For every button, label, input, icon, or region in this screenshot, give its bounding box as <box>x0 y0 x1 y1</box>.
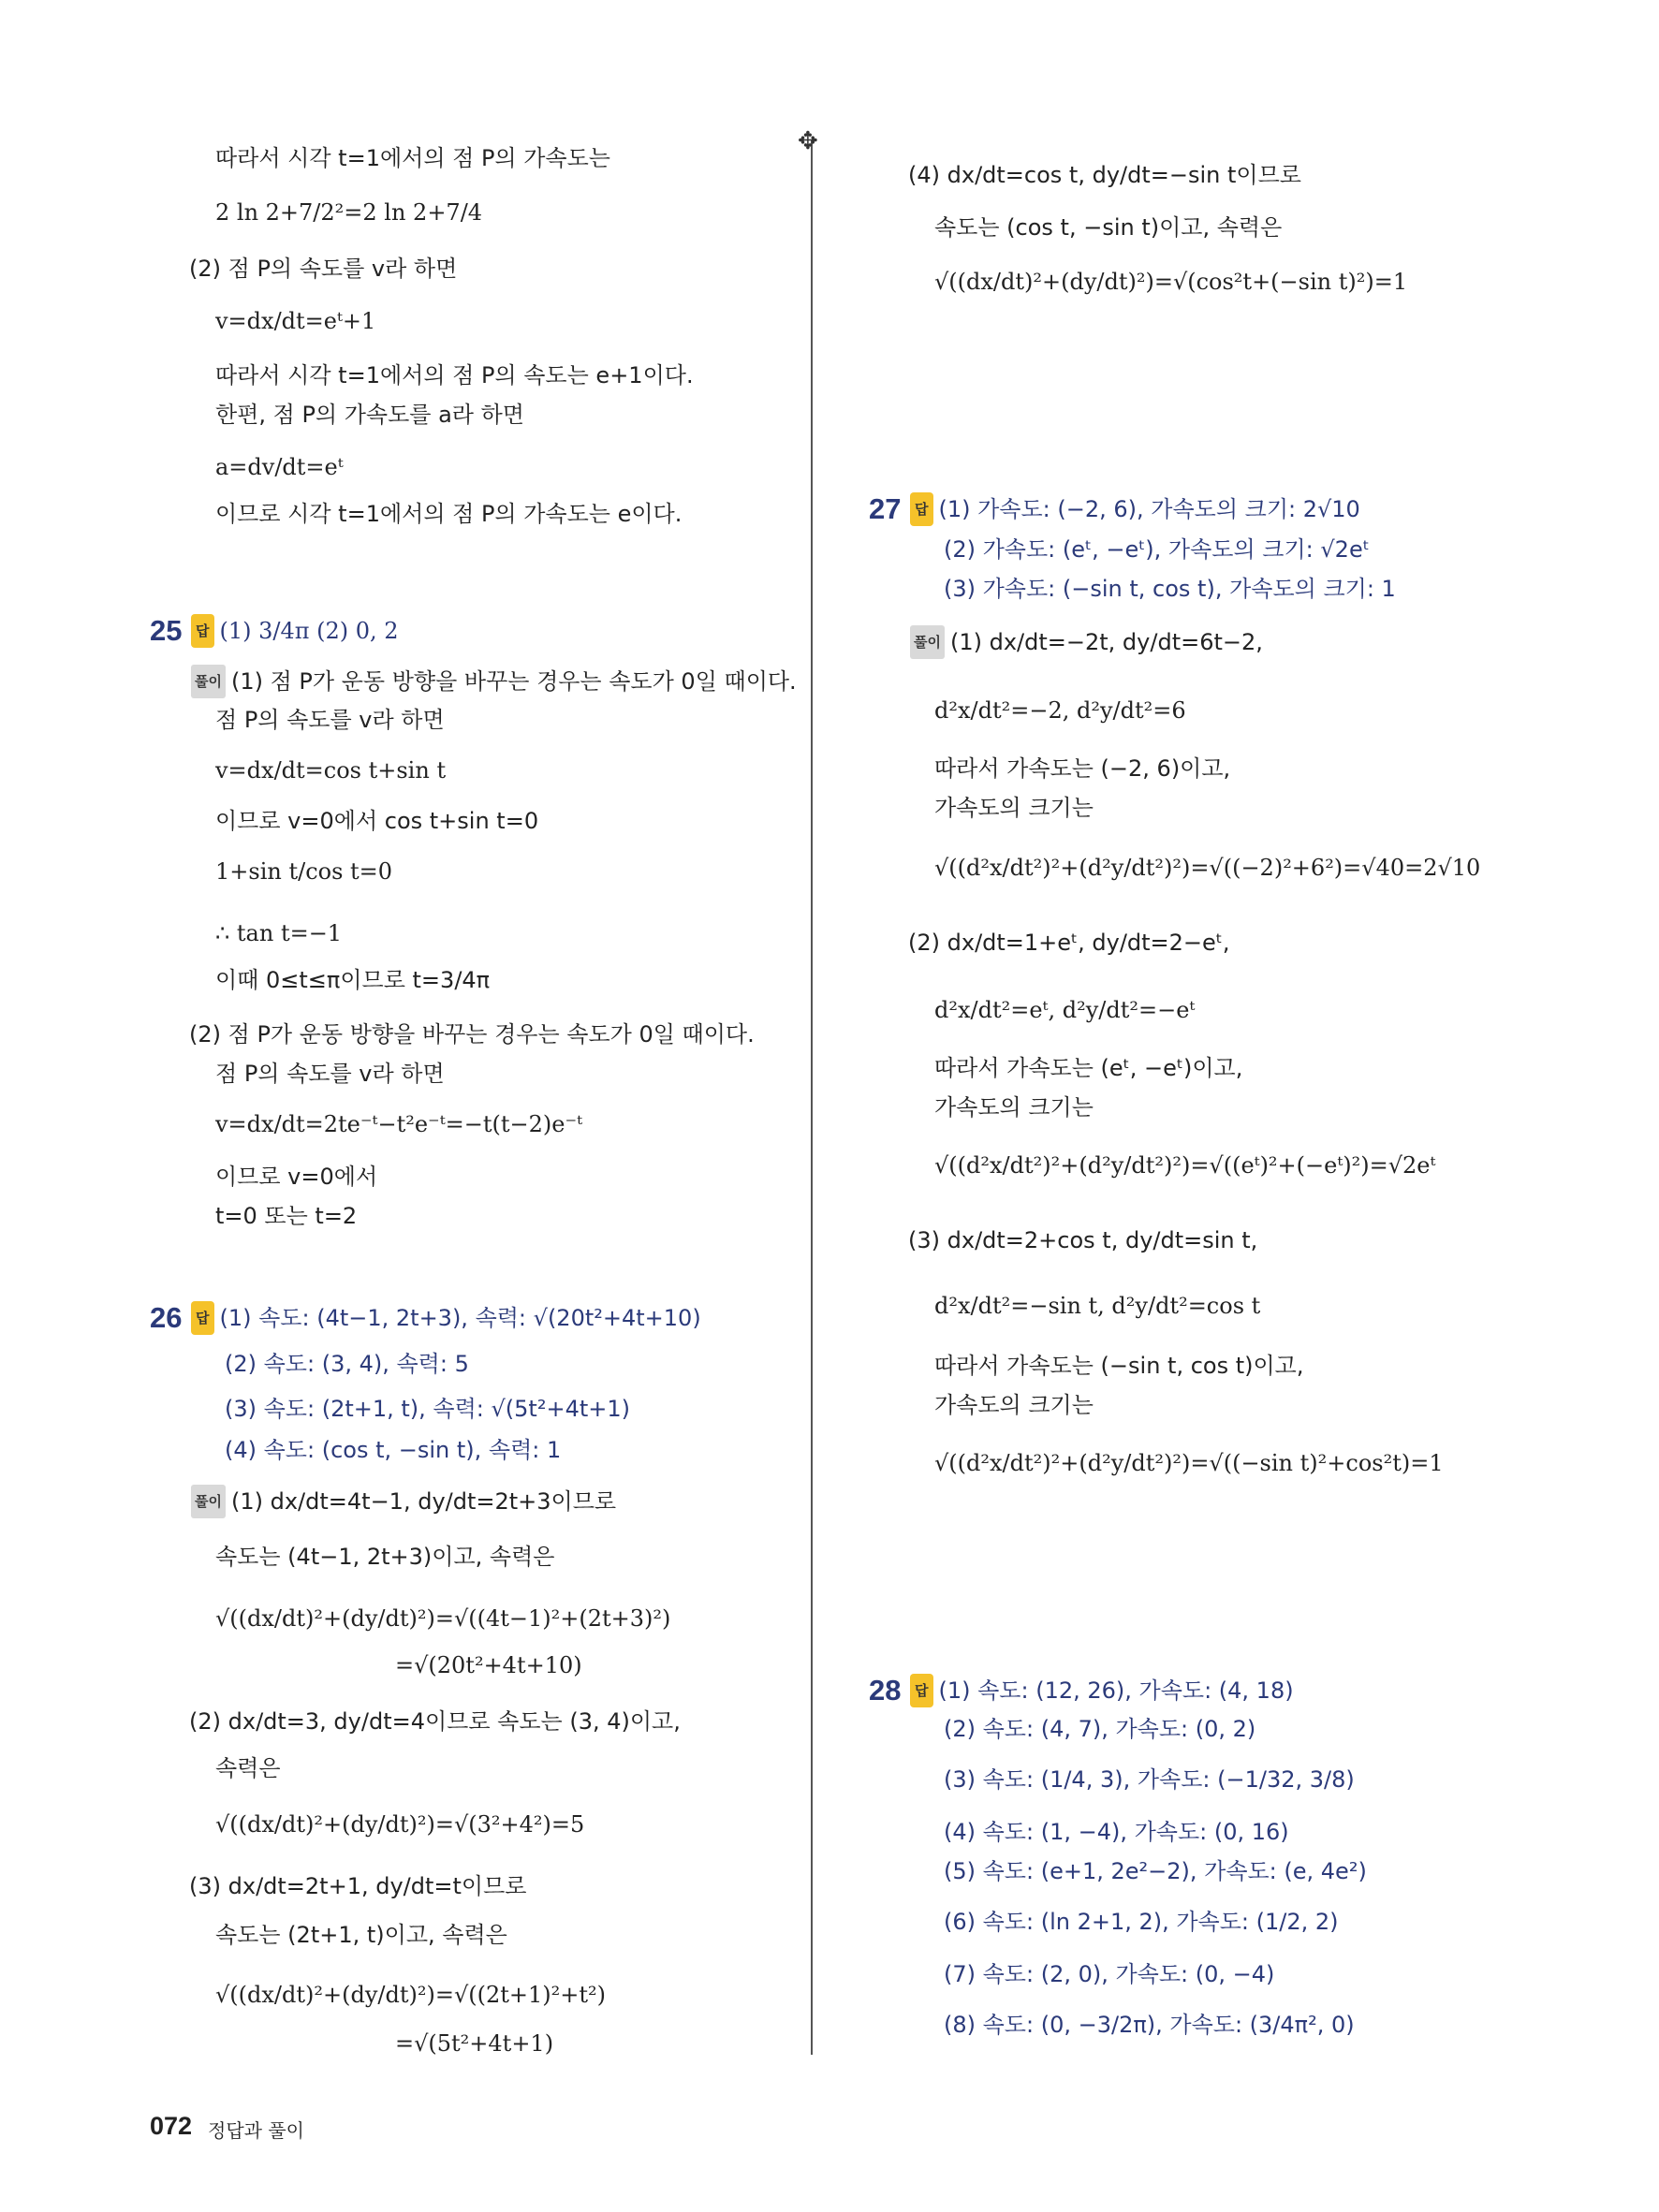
math-line: =√(20t²+4t+10) <box>395 1652 582 1678</box>
solution-text: (1) dx/dt=−2t, dy/dt=6t−2, <box>949 629 1263 655</box>
math-line: ∴ tan t=−1 <box>215 920 343 946</box>
answer-badge: 답 <box>191 1301 214 1335</box>
solution-line <box>191 1485 616 1518</box>
answer-line <box>910 1674 1294 1707</box>
solution-badge: 풀이 <box>191 1485 226 1518</box>
text-line: (3) dx/dt=2t+1, dy/dt=t이므로 <box>189 1873 527 1899</box>
answer-badge: 답 <box>191 614 214 648</box>
answer-text: (1) 속도: (4t−1, 2t+3), 속력: √(20t²+4t+10) <box>219 1305 701 1331</box>
math-line: 1+sin t/cos t=0 <box>215 858 393 885</box>
text-line: 속력은 <box>215 1755 281 1781</box>
answer-line: (4) 속도: (cos t, −sin t), 속력: 1 <box>225 1437 562 1463</box>
math-line: a=dv/dt=eᵗ <box>215 454 344 480</box>
answer-text: (1) 3/4π (2) 0, 2 <box>219 618 399 644</box>
text-line: (2) dx/dt=3, dy/dt=4이므로 속도는 (3, 4)이고, <box>189 1708 681 1735</box>
math-line: 2 ln 2+7/2²=2 ln 2+7/4 <box>215 199 483 226</box>
answer-line: (3) 가속도: (−sin t, cos t), 가속도의 크기: 1 <box>944 576 1396 602</box>
math-line: √((dx/dt)²+(dy/dt)²)=√((2t+1)²+t²) <box>215 1982 606 2008</box>
answer-text: (1) 속도: (12, 26), 가속도: (4, 18) <box>938 1677 1294 1704</box>
text-line: 이므로 시각 t=1에서의 점 P의 가속도는 e이다. <box>215 501 683 527</box>
text-line: 따라서 가속도는 (−2, 6)이고, <box>934 755 1231 782</box>
solution-text: (1) dx/dt=4t−1, dy/dt=2t+3이므로 <box>230 1488 617 1515</box>
answer-line: (8) 속도: (0, −3/2π), 가속도: (3/4π², 0) <box>944 2012 1355 2038</box>
math-line: =√(5t²+4t+1) <box>395 2030 554 2057</box>
math-line: d²x/dt²=−sin t, d²y/dt²=cos t <box>934 1293 1261 1319</box>
solution-badge: 풀이 <box>910 625 945 659</box>
solution-text: (1) 점 P가 운동 방향을 바꾸는 경우는 속도가 0일 때이다. <box>230 668 797 695</box>
math-line: d²x/dt²=eᵗ, d²y/dt²=−eᵗ <box>934 997 1196 1023</box>
answer-line <box>191 1301 701 1335</box>
text-line: 가속도의 크기는 <box>934 795 1094 821</box>
column-divider <box>811 140 813 2055</box>
math-line: d²x/dt²=−2, d²y/dt²=6 <box>934 697 1186 724</box>
math-line: v=dx/dt=eᵗ+1 <box>215 308 376 334</box>
answer-line: (2) 가속도: (eᵗ, −eᵗ), 가속도의 크기: √2eᵗ <box>944 536 1370 563</box>
text-line: 이때 0≤t≤π이므로 t=3/4π <box>215 967 491 993</box>
solution-badge: 풀이 <box>191 665 226 698</box>
text-line: 속도는 (2t+1, t)이고, 속력은 <box>215 1922 507 1948</box>
answer-text: (1) 가속도: (−2, 6), 가속도의 크기: 2√10 <box>938 496 1360 522</box>
answer-line: (5) 속도: (e+1, 2e²−2), 가속도: (e, 4e²) <box>944 1858 1367 1884</box>
text-line: 이므로 v=0에서 cos t+sin t=0 <box>215 808 539 834</box>
text-line: 따라서 가속도는 (−sin t, cos t)이고, <box>934 1353 1304 1379</box>
text-line: 점 P의 속도를 v라 하면 <box>215 1061 445 1087</box>
answer-line: (3) 속도: (1/4, 3), 가속도: (−1/32, 3/8) <box>944 1766 1355 1793</box>
text-line: (2) 점 P가 운동 방향을 바꾸는 경우는 속도가 0일 때이다. <box>189 1021 755 1047</box>
text-line: (2) 점 P의 속도를 v라 하면 <box>189 256 458 282</box>
question-number: 26 <box>150 1301 183 1334</box>
solution-line <box>191 665 797 698</box>
text-line: 따라서 시각 t=1에서의 점 P의 가속도는 <box>215 145 610 171</box>
solution-line <box>910 625 1263 659</box>
divider-ornament-icon: ✥ <box>798 127 818 155</box>
answer-line: (3) 속도: (2t+1, t), 속력: √(5t²+4t+1) <box>225 1396 630 1422</box>
answer-line: (2) 속도: (3, 4), 속력: 5 <box>225 1351 469 1377</box>
math-line: v=dx/dt=cos t+sin t <box>215 757 447 784</box>
text-line: (4) dx/dt=cos t, dy/dt=−sin t이므로 <box>908 162 1301 188</box>
math-line: v=dx/dt=2te⁻ᵗ−t²e⁻ᵗ=−t(t−2)e⁻ᵗ <box>215 1111 583 1137</box>
answer-badge: 답 <box>910 492 933 526</box>
text-line: 점 P의 속도를 v라 하면 <box>215 707 445 733</box>
answer-badge: 답 <box>910 1674 933 1707</box>
math-line: √((d²x/dt²)²+(d²y/dt²)²)=√((−sin t)²+cos²t)=1 <box>934 1450 1444 1476</box>
question-number: 28 <box>869 1674 902 1707</box>
math-line: √((dx/dt)²+(dy/dt)²)=√(3²+4²)=5 <box>215 1811 585 1838</box>
math-line: √((dx/dt)²+(dy/dt)²)=√(cos²t+(−sin t)²)=1 <box>934 269 1408 295</box>
question-number: 27 <box>869 492 902 525</box>
text-line: 속도는 (cos t, −sin t)이고, 속력은 <box>934 214 1283 241</box>
text-line: 한편, 점 P의 가속도를 a라 하면 <box>215 402 524 428</box>
text-line: (2) dx/dt=1+eᵗ, dy/dt=2−eᵗ, <box>908 930 1230 956</box>
text-line: 속도는 (4t−1, 2t+3)이고, 속력은 <box>215 1544 555 1570</box>
answer-line: (6) 속도: (ln 2+1, 2), 가속도: (1/2, 2) <box>944 1909 1339 1935</box>
text-line: 이므로 v=0에서 <box>215 1164 378 1190</box>
question-number: 25 <box>150 614 183 647</box>
answer-line: (4) 속도: (1, −4), 가속도: (0, 16) <box>944 1819 1289 1845</box>
text-line: (3) dx/dt=2+cos t, dy/dt=sin t, <box>908 1227 1258 1253</box>
text-line: 따라서 가속도는 (eᵗ, −eᵗ)이고, <box>934 1055 1243 1081</box>
text-line: t=0 또는 t=2 <box>215 1203 358 1229</box>
text-line: 가속도의 크기는 <box>934 1094 1094 1121</box>
math-line: √((dx/dt)²+(dy/dt)²)=√((4t−1)²+(2t+3)²) <box>215 1605 671 1632</box>
answer-line: (2) 속도: (4, 7), 가속도: (0, 2) <box>944 1716 1256 1742</box>
math-line: √((d²x/dt²)²+(d²y/dt²)²)=√((eᵗ)²+(−eᵗ)²)=√2eᵗ <box>934 1152 1436 1179</box>
text-line: 따라서 시각 t=1에서의 점 P의 속도는 e+1이다. <box>215 362 694 388</box>
answer-line <box>191 614 399 648</box>
text-line: 가속도의 크기는 <box>934 1392 1094 1418</box>
answer-line <box>910 492 1360 526</box>
math-line: √((d²x/dt²)²+(d²y/dt²)²)=√((−2)²+6²)=√40=2√10 <box>934 855 1481 881</box>
answer-line: (7) 속도: (2, 0), 가속도: (0, −4) <box>944 1961 1275 1987</box>
footer-label: 정답과 풀이 <box>208 2119 304 2142</box>
page-number: 072 <box>150 2112 193 2140</box>
